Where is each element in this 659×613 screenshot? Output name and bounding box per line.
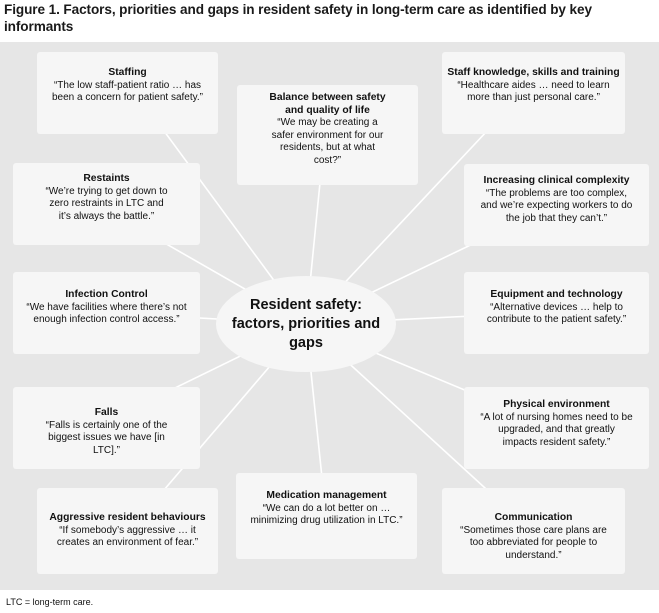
node-aggressive <box>37 488 218 574</box>
node-restraints <box>13 163 200 245</box>
node-staffing-heading: Staffing <box>108 67 147 78</box>
node-restraints-heading: Restaints <box>83 173 130 184</box>
center-ellipse <box>216 276 396 372</box>
node-staffing <box>37 52 218 134</box>
node-falls-heading: Falls <box>94 407 119 418</box>
node-communication-quote: “Sometimes those care plans are too abbreviated for people to understand.” <box>460 524 607 561</box>
node-equipment-heading: Equipment and technology <box>490 289 623 300</box>
node-falls <box>13 387 200 469</box>
node-balance <box>237 85 418 185</box>
node-physical-environment-heading: Physical environment <box>503 399 610 410</box>
node-balance-heading: Balance between safety and quality of life <box>269 92 386 116</box>
node-clinical-complexity <box>464 164 649 246</box>
node-physical-environment <box>464 387 649 469</box>
node-infection-control-heading: Infection Control <box>65 289 148 300</box>
node-falls-quote: “Falls is certainly one of the biggest issues we have [in LTC].” <box>45 419 168 456</box>
node-balance-quote: “We may be creating a safer environment for our residents, but at what cost?” <box>271 117 384 166</box>
footnote: LTC = long-term care. <box>6 597 94 607</box>
node-physical-environment-quote: “A lot of nursing homes need to be upgraded, and that greatly impacts resident safety.” <box>480 411 633 448</box>
node-clinical-complexity-quote: “The problems are too complex, and we’re expecting workers to do the job that they can’t.” <box>480 187 633 224</box>
node-infection-control <box>13 272 200 354</box>
node-communication-heading: Communication <box>494 512 573 523</box>
center-label: Resident safety: factors, priorities and gaps <box>231 296 381 351</box>
node-aggressive-quote: “If somebody’s aggressive … it creates an environment of fear.” <box>56 524 199 548</box>
node-clinical-complexity-heading: Increasing clinical complexity <box>483 175 630 186</box>
node-infection-control-quote: “We have facilities where there’s not enough infection control access.” <box>26 301 187 325</box>
node-aggressive-heading: Aggressive resident behaviours <box>49 512 206 523</box>
node-equipment <box>464 272 649 354</box>
node-staff-knowledge <box>442 52 625 134</box>
node-communication <box>442 488 625 574</box>
node-restraints-quote: “We’re trying to get down to zero restraints in LTC and it’s always the battle.” <box>45 185 168 222</box>
node-staff-knowledge-heading: Staff knowledge, skills and training <box>447 67 620 78</box>
node-medication <box>236 473 417 559</box>
node-equipment-quote: “Alternative devices … help to contribute to the patient safety.” <box>486 301 627 325</box>
node-staff-knowledge-quote: “Healthcare aides … need to learn more than just personal care.” <box>457 79 610 103</box>
node-medication-quote: “We can do a lot better on … minimizing drug utilization in LTC.” <box>250 502 403 526</box>
figure-title: Figure 1. Factors, priorities and gaps in resident safety in long-term care as identified by key informants <box>4 2 592 34</box>
node-medication-heading: Medication management <box>266 490 387 501</box>
node-staffing-quote: “The low staff-patient ratio … has been a concern for patient safety.” <box>51 79 203 103</box>
diagram-panel <box>0 42 659 590</box>
